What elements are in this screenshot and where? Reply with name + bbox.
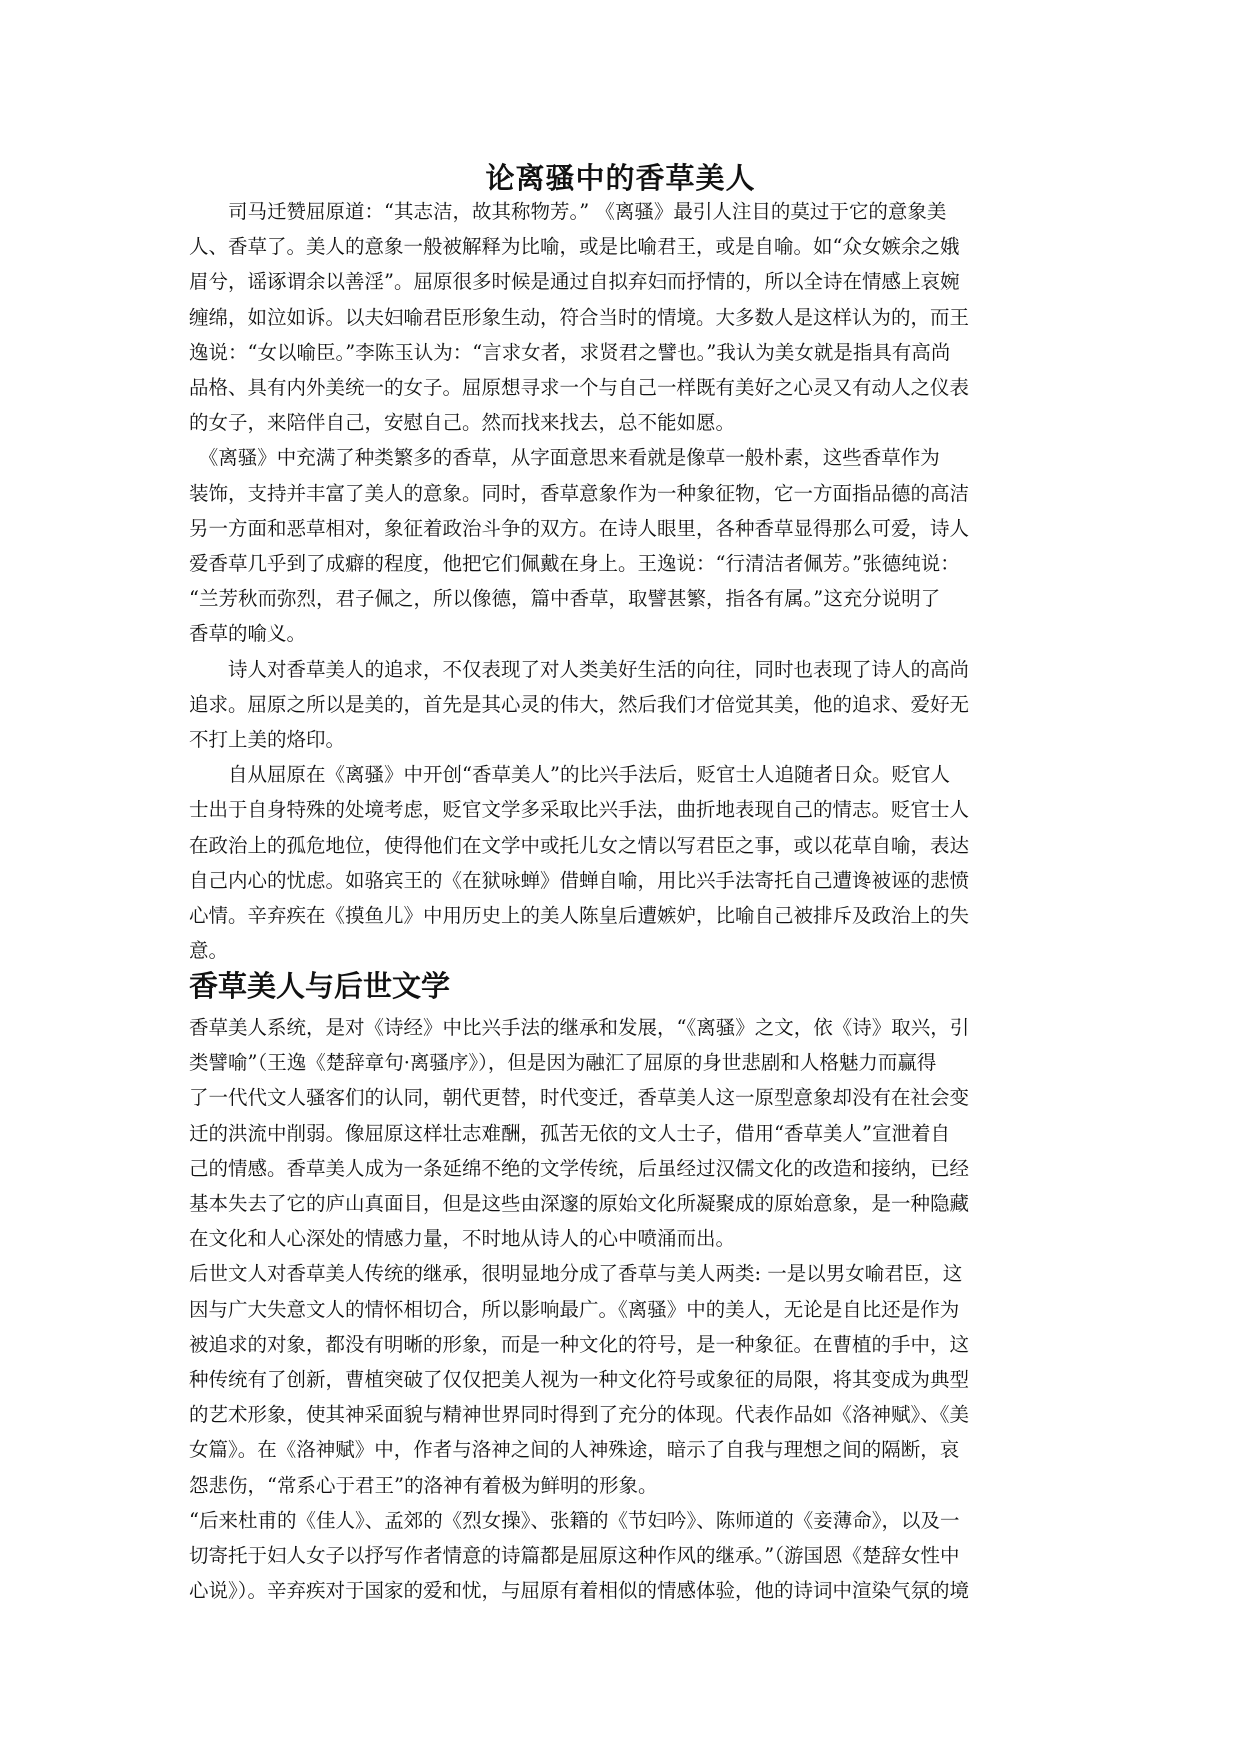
paragraph bbox=[189, 1010, 1051, 1256]
text-line: 类譬喻”（王逸《楚辞章句·离骚序》），但是因为融汇了屈原的身世悲剧和人格魅力而赢得 bbox=[189, 1051, 937, 1075]
text-line: 诗人对香草美人的追求，不仅表现了对人类美好生活的向往，同时也表现了诗人的高尚 bbox=[228, 657, 970, 681]
text-line: 怨悲伤，“常系心于君王”的洛神有着极为鲜明的形象。 bbox=[189, 1473, 658, 1497]
text-line: 因与广大失意文人的情怀相切合，所以影响最广。《离骚》中的美人，无论是自比还是作为 bbox=[189, 1297, 960, 1321]
section-2-body bbox=[189, 1010, 1051, 1608]
text-line: 心说》）。辛弃疾对于国家的爱和忧，与屈原有着相似的情感体验，他的诗词中渲染气氛的境 bbox=[189, 1579, 970, 1603]
text-line: 爱香草几乎到了成癖的程度，他把它们佩戴在身上。王逸说：“行清洁者佩芳。”张德纯说： bbox=[189, 552, 960, 576]
text-line: 迁的洪流中削弱。像屈原这样壮志难酬，孤苦无依的文人士子，借用“香草美人”宣泄着自 bbox=[189, 1121, 950, 1145]
text-line: 品格、具有内外美统一的女子。屈原想寻求一个与自己一样既有美好之心灵又有动人之仪表 bbox=[189, 376, 970, 400]
text-line: 士出于自身特殊的处境考虑，贬官文学多采取比兴手法，曲折地表现自己的情志。贬官士人 bbox=[189, 798, 970, 822]
text-line: 香草美人系统，是对《诗经》中比兴手法的继承和发展，“《离骚》之文，依《诗》取兴，引 bbox=[189, 1016, 970, 1039]
text-line: 香草的喻义。 bbox=[189, 622, 307, 646]
text-line: 装饰，支持并丰富了美人的意象。同时，香草意象作为一种象征物，它一方面指品德的高洁 bbox=[189, 481, 970, 505]
document-title: 论离骚中的香草美人 bbox=[485, 161, 756, 195]
text-line: 的女子，来陪伴自己，安慰自己。然而找来找去，总不能如愿。 bbox=[189, 411, 736, 435]
text-line: “兰芳秋而弥烈，君子佩之，所以像德，篇中香草，取譬甚繁，指各有属。”这充分说明了 bbox=[189, 587, 941, 611]
text-line: 《离骚》中充满了种类繁多的香草，从字面意思来看就是像草一般朴素，这些香草作为 bbox=[189, 446, 940, 470]
text-line: 基本失去了它的庐山真面目，但是这些由深邃的原始文化所凝聚成的原始意象，是一种隐藏 bbox=[189, 1192, 970, 1216]
text-line: 眉兮，谣诼谓余以善淫”。屈原很多时候是通过自拟弃妇而抒情的，所以全诗在情感上哀婉 bbox=[189, 270, 960, 294]
text-line: 在政治上的孤危地位，使得他们在文学中或托儿女之情以写君臣之事，或以花草自喻，表达 bbox=[189, 833, 970, 857]
text-line: 另一方面和恶草相对，象征着政治斗争的双方。在诗人眼里，各种香草显得那么可爱，诗人 bbox=[189, 516, 970, 540]
text-line: 不打上美的烙印。 bbox=[189, 728, 346, 752]
text-line: 逸说：“女以喻臣。”李陈玉认为：“言求女者，求贤君之譬也。”我认为美女就是指具有高尚 bbox=[189, 340, 951, 364]
paragraph bbox=[189, 652, 1051, 758]
text-line: 心情。辛弃疾在《摸鱼儿》中用历史上的美人陈皇后遭嫉妒，比喻自己被排斥及政治上的失 bbox=[189, 904, 970, 928]
section-1-body bbox=[189, 194, 1051, 968]
text-line: 后世文人对香草美人传统的继承，很明显地分成了香草与美人两类: 一是以男女喻君臣，这 bbox=[189, 1262, 963, 1286]
text-line: “后来杜甫的《佳人》、孟郊的《烈女操》、张籍的《节妇吟》、陈师道的《妾薄命》，以及一 bbox=[189, 1508, 960, 1532]
paragraph bbox=[189, 194, 1051, 440]
text-line: 被追求的对象，都没有明晰的形象，而是一种文化的符号，是一种象征。在曹植的手中，这 bbox=[189, 1332, 970, 1356]
text-line: 己的情感。香草美人成为一条延绵不绝的文学传统，后虽经过汉儒文化的改造和接纳，已经 bbox=[189, 1156, 970, 1180]
text-line: 女篇》。在《洛神赋》中，作者与洛神之间的人神殊途，暗示了自我与理想之间的隔断，哀 bbox=[189, 1438, 960, 1462]
text-line: 种传统有了创新，曹植突破了仅仅把美人视为一种文化符号或象征的局限，将其变成为典型 bbox=[189, 1368, 970, 1392]
text-line: 人、香草了。美人的意象一般被解释为比喻，或是比喻君王，或是自喻。如“众女嫉余之娥 bbox=[189, 235, 960, 259]
text-line: 在文化和人心深处的情感力量，不时地从诗人的心中喷涌而出。 bbox=[189, 1227, 736, 1251]
text-line: 自从屈原在《离骚》中开创“香草美人”的比兴手法后，贬官士人追随者日众。贬官人 bbox=[228, 763, 950, 787]
text-line: 的艺术形象，使其神采面貌与精神世界同时得到了充分的体现。代表作品如《洛神赋》、《美 bbox=[189, 1403, 970, 1427]
text-line: 自己内心的忧虑。如骆宾王的《在狱咏蝉》借蝉自喻，用比兴手法寄托自己遭谗被诬的悲愤 bbox=[189, 868, 970, 892]
section-2-heading: 香草美人与后世文学 bbox=[189, 969, 451, 1003]
text-line: 追求。屈原之所以是美的，首先是其心灵的伟大，然后我们才倍觉其美，他的追求、爱好无 bbox=[189, 692, 970, 716]
paragraph bbox=[189, 440, 1051, 651]
paragraph bbox=[189, 1503, 1051, 1609]
paragraph bbox=[189, 757, 1051, 968]
text-line: 了一代代文人骚客们的认同，朝代更替，时代变迁，香草美人这一原型意象却没有在社会变 bbox=[189, 1086, 970, 1110]
text-line: 司马迁赞屈原道：“其志洁，故其称物芳。” 《离骚》最引人注目的莫过于它的意象美 bbox=[228, 200, 947, 223]
paragraph bbox=[189, 1256, 1051, 1502]
text-line: 切寄托于妇人女子以抒写作者情意的诗篇都是屈原这种作风的继承。”（游国恩《楚辞女性中 bbox=[189, 1544, 960, 1568]
text-line: 意。 bbox=[189, 939, 229, 963]
text-line: 缠绵，如泣如诉。以夫妇喻君臣形象生动，符合当时的情境。大多数人是这样认为的，而王 bbox=[189, 305, 970, 329]
